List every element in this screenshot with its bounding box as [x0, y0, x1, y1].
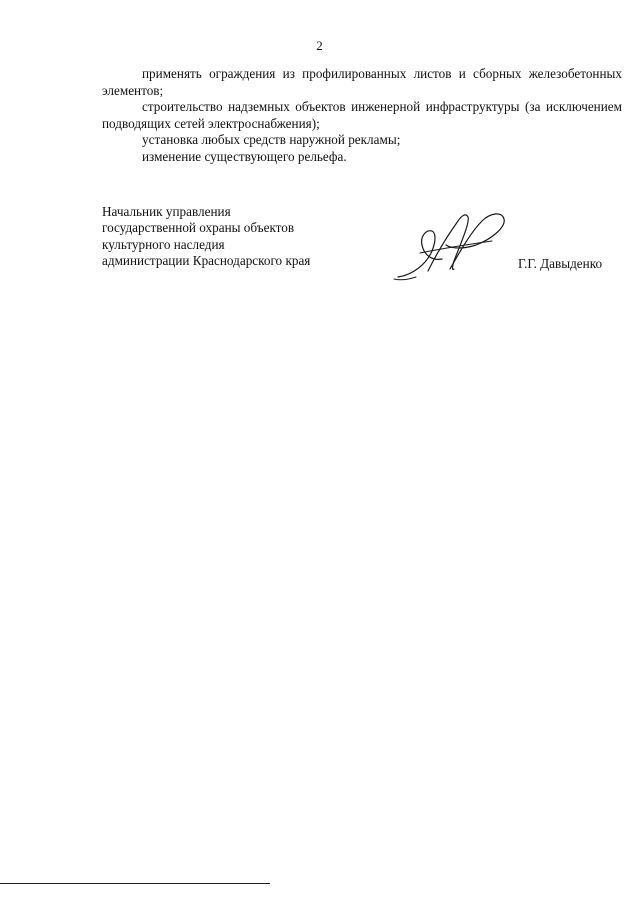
signer-name: Г.Г. Давыденко	[518, 256, 603, 271]
position-line: государственной охраны объектов	[102, 220, 295, 236]
footer-divider	[0, 883, 270, 884]
signatory-position	[102, 204, 310, 269]
signature-stroke	[446, 214, 504, 269]
signature-stroke	[420, 241, 492, 253]
paragraph-advertising: установка любых средств наружной рекламы;	[142, 132, 401, 147]
position-line: Начальник управления	[102, 204, 231, 219]
paragraph-infrastructure: строительство надземных объектов инженерной инфраструктуры (за исключением подводящих сетей электроснабжения);	[102, 99, 622, 131]
page-number: 2	[316, 38, 323, 53]
position-line: администрации Краснодарского края	[102, 252, 311, 268]
body-text	[102, 66, 622, 165]
paragraph-fencing: применять ограждения из профилированных листов и сборных железобетонных элементов;	[102, 66, 622, 98]
signature-stroke	[398, 231, 442, 277]
paragraph-relief: изменение существующего рельефа.	[142, 148, 347, 164]
position-line: культурного наследия	[102, 236, 225, 252]
signature-stroke	[394, 277, 416, 280]
handwritten-signature	[392, 205, 510, 283]
